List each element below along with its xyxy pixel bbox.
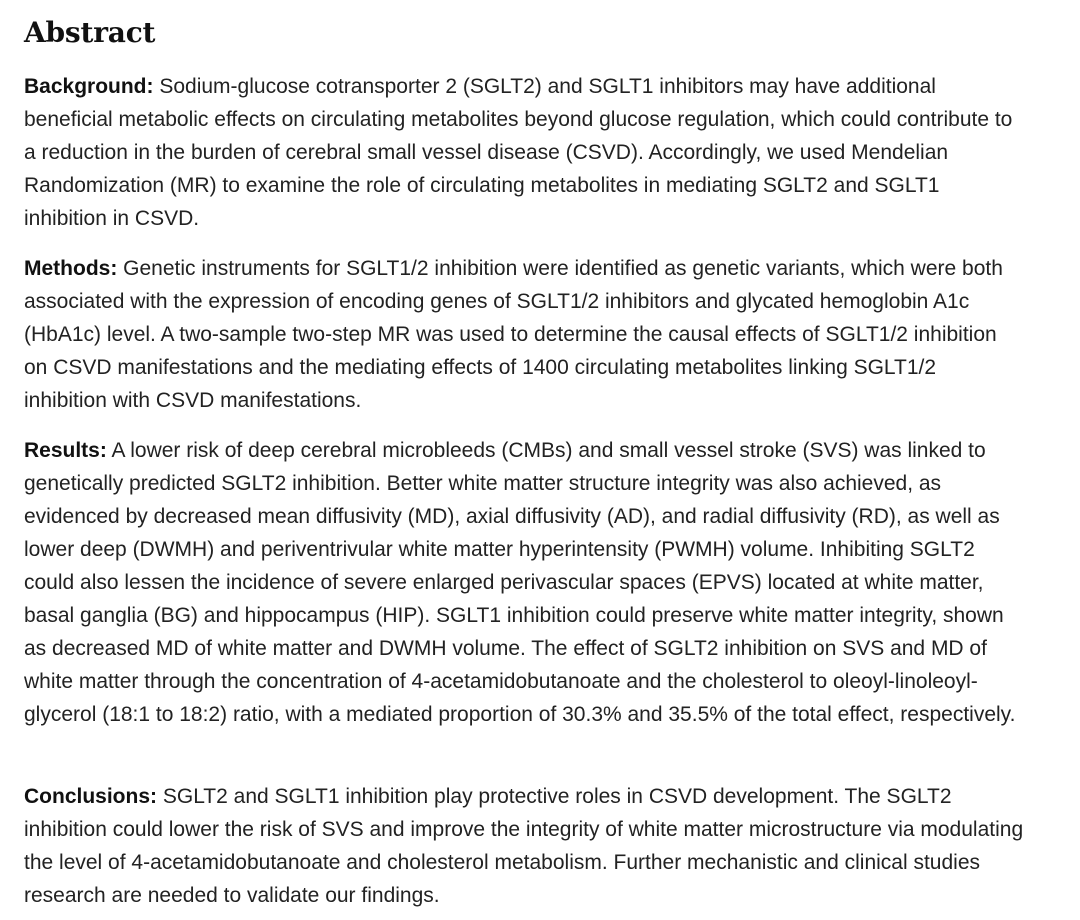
methods-text: Genetic instruments for SGLT1/2 inhibition were identified as genetic variants, which were both associated with the expression of encoding genes of SGLT1/2 inhibitors and glycated hemoglobin A1c (HbA1c) level. A two-sample two-step MR was used to determine the causal effects of SGLT1/2 inhibition on CSVD manifestations and the mediating effects of 1400 circulating metabolites linking SGLT1/2 inhibition with CSVD manifestations. <box>24 257 1003 412</box>
results-text: A lower risk of deep cerebral microbleeds (CMBs) and small vessel stroke (SVS) was linked to genetically predicted SGLT2 inhibition. Better white matter structure integrity was also achieved, as evidenced by decreased mean diffusivity (MD), axial diffusivity (AD), and radial diffusivity (RD), as well as lower deep (DWMH) and periventrivular white matter hyperintensity (PWMH) volume. Inhibiting SGLT2 could also lessen the incidence of severe enlarged perivascular spaces (EPVS) located at white matter, basal ganglia (BG) and hippocampus (HIP). SGLT1 inhibition could preserve white matter integrity, shown as decreased MD of white matter and DWMH volume. The effect of SGLT2 inhibition on SVS and MD of white matter through the concentration of 4-acetamidobutanoate and the cholesterol to oleoyl-linoleoyl-glycerol (18:1 to 18:2) ratio, with a mediated proportion of 30.3% and 35.5% of the total effect, respectively. <box>24 439 1016 726</box>
conclusions-label: Conclusions: <box>24 785 158 808</box>
abstract-section <box>24 0 1064 907</box>
results-paragraph <box>24 434 1024 731</box>
background-text: Sodium-glucose cotransporter 2 (SGLT2) and SGLT1 inhibitors may have additional beneficial metabolic effects on circulating metabolites beyond glucose regulation, which could contribute to a reduction in the burden of cerebral small vessel disease (CSVD). Accordingly, we used Mendelian Randomization (MR) to examine the role of circulating metabolites in mediating SGLT2 and SGLT1 inhibition in CSVD. <box>24 75 1013 230</box>
background-label: Background: <box>24 75 154 98</box>
conclusions-text: SGLT2 and SGLT1 inhibition play protective roles in CSVD development. The SGLT2 inhibition could lower the risk of SVS and improve the integrity of white matter microstructure via modulating the level of 4-acetamidobutanoate and cholesterol metabolism. Further mechanistic and clinical studies research are needed to validate our findings. <box>24 785 1024 907</box>
results-label: Results: <box>24 439 107 462</box>
background-paragraph <box>24 70 1024 235</box>
abstract-heading: Abstract <box>24 16 156 49</box>
methods-paragraph <box>24 252 1024 417</box>
methods-label: Methods: <box>24 257 118 280</box>
conclusions-paragraph <box>24 780 1024 912</box>
